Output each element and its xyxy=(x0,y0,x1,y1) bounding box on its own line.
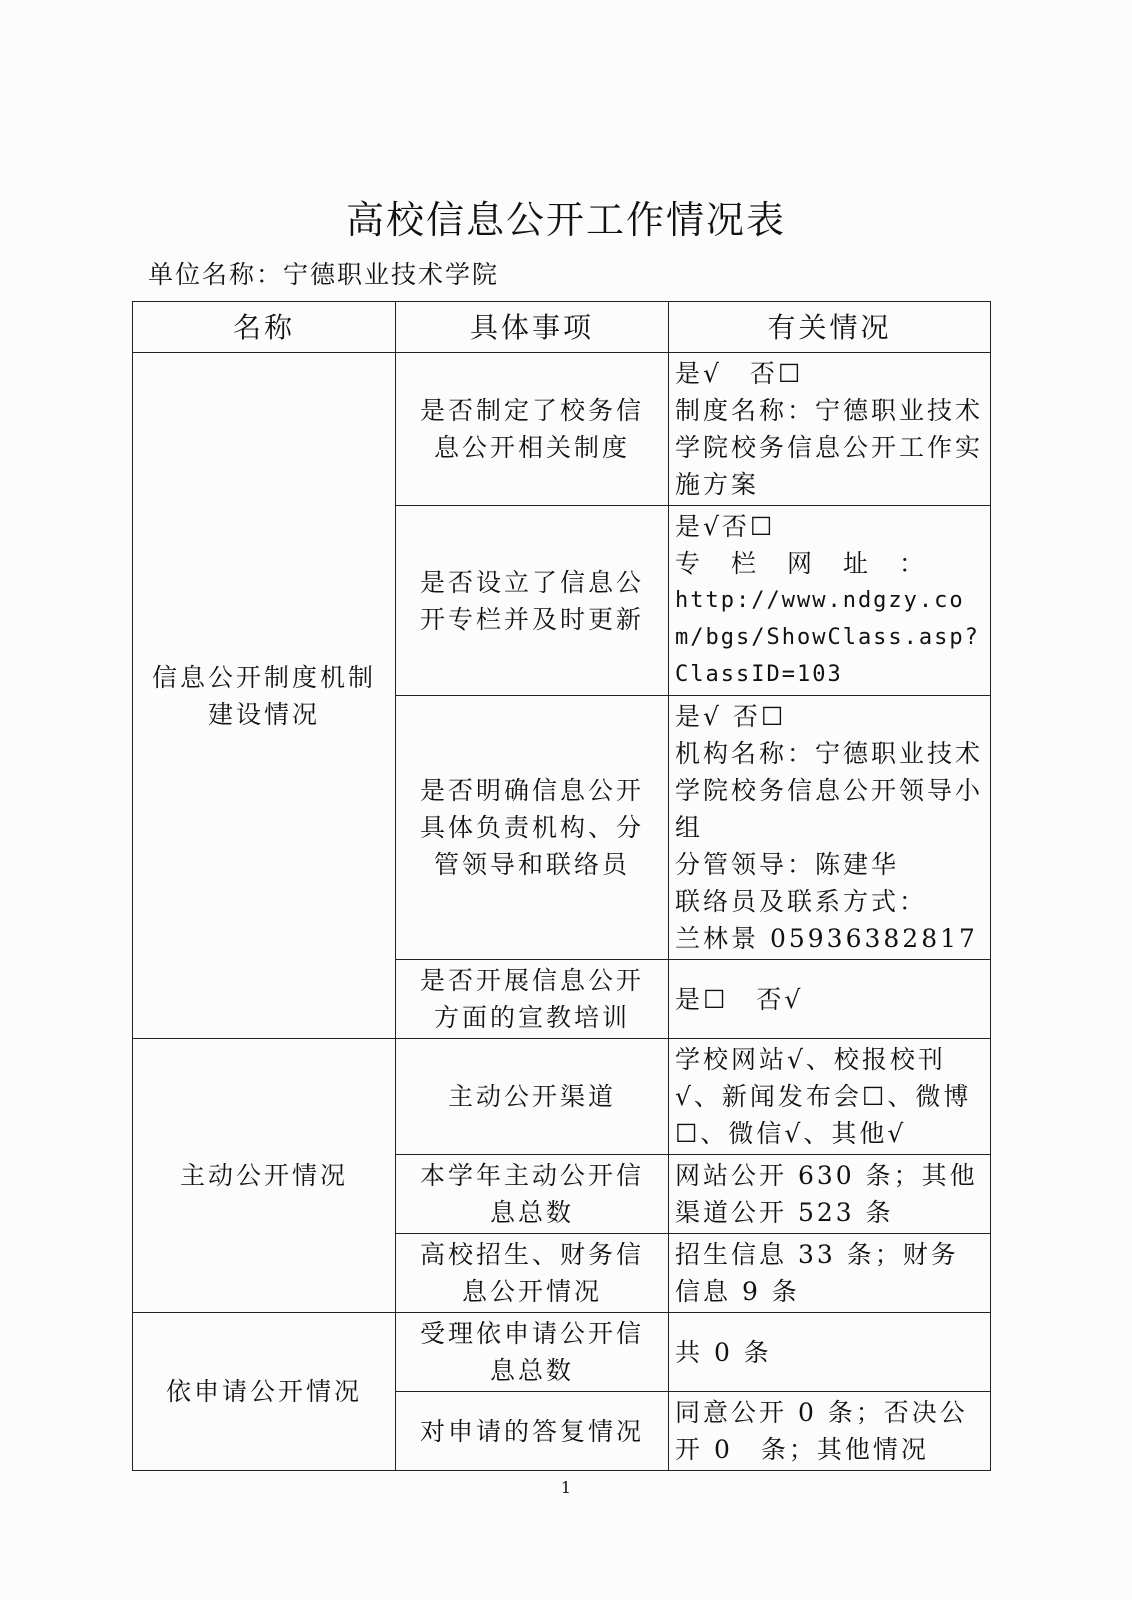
info-line: 兰林景 05936382817 xyxy=(675,924,978,953)
item-cell xyxy=(396,960,669,1039)
item-cell xyxy=(396,1039,669,1155)
item-cell xyxy=(396,506,669,696)
table-row xyxy=(133,1313,991,1392)
item-line: 开专栏并及时更新 xyxy=(419,604,644,634)
info-cell xyxy=(669,1039,991,1155)
item-line: 本学年主动公开信 xyxy=(419,1161,644,1190)
item-line: 方面的宣教培训 xyxy=(433,1003,630,1032)
header-item: 具体事项 xyxy=(396,302,669,353)
info-cell xyxy=(669,353,991,506)
info-line: 分管领导：陈建华 xyxy=(675,850,900,879)
info-line: 学校网站√、校报校刊√、新闻发布会☐、微博☐、微信√、其他√ xyxy=(675,1045,972,1148)
document-title: 高校信息公开工作情况表 xyxy=(345,198,786,242)
info-cell xyxy=(669,696,991,960)
info-line: 招生信息 33 条；财务信息 9 条 xyxy=(675,1240,959,1306)
section-name-line: 依申请公开情况 xyxy=(165,1377,362,1406)
item-line: 是否明确信息公开 xyxy=(419,776,644,805)
info-line: 是☐ 否√ xyxy=(675,984,804,1014)
item-line: 息总数 xyxy=(489,1198,574,1227)
info-line: 网站公开 630 条；其他渠道公开 523 条 xyxy=(675,1161,978,1227)
page-number: 1 xyxy=(560,1478,572,1497)
item-cell xyxy=(396,1392,669,1471)
table-row xyxy=(133,353,991,506)
section-name-cell xyxy=(133,1313,396,1471)
item-line: 是否设立了信息公 xyxy=(419,567,644,597)
header-name: 名称 xyxy=(133,302,396,353)
info-line: 制度名称：宁德职业技术学院校务信息公开工作实施方案 xyxy=(675,396,984,499)
item-cell xyxy=(396,696,669,960)
item-line: 管领导和联络员 xyxy=(433,850,630,879)
item-cell xyxy=(396,353,669,506)
unit-name-line: 单位名称：宁德职业技术学院 xyxy=(148,260,500,289)
info-line: 是√ 否☐ xyxy=(675,702,787,731)
item-line: 对申请的答复情况 xyxy=(419,1416,644,1446)
section-name-line: 主动公开情况 xyxy=(179,1161,348,1190)
item-line: 息公开情况 xyxy=(461,1277,602,1306)
item-line: 是否制定了校务信 xyxy=(419,396,644,425)
info-cell xyxy=(669,1234,991,1313)
table-header-row xyxy=(133,302,991,353)
header-info: 有关情况 xyxy=(669,302,991,353)
item-line: 具体负责机构、分 xyxy=(419,813,644,842)
info-line: 联络员及联系方式： xyxy=(675,887,928,916)
info-cell xyxy=(669,506,991,696)
info-line: 是√否☐ xyxy=(675,512,776,541)
section-name-line: 建设情况 xyxy=(207,699,320,729)
item-cell xyxy=(396,1234,669,1313)
item-cell xyxy=(396,1313,669,1392)
section-name-cell xyxy=(133,1039,396,1313)
section-name-line: 信息公开制度机制 xyxy=(151,662,376,692)
info-line: 专 栏 网 址 ： xyxy=(675,549,928,578)
item-line: 受理依申请公开信 xyxy=(419,1319,644,1348)
item-line: 息公开相关制度 xyxy=(433,433,630,462)
info-line: 共 0 条 xyxy=(675,1337,772,1367)
info-cell xyxy=(669,1392,991,1471)
info-cell xyxy=(669,1155,991,1234)
info-line: 同意公开 0 条；否决公开 0 条；其他情况 xyxy=(675,1398,968,1464)
info-cell xyxy=(669,1313,991,1392)
item-line: 是否开展信息公开 xyxy=(419,966,644,995)
item-line: 息总数 xyxy=(489,1356,574,1385)
info-cell xyxy=(669,960,991,1039)
item-line: 高校招生、财务信 xyxy=(419,1240,644,1269)
section-name-cell xyxy=(133,353,396,1039)
info-line: 是√ 否☐ xyxy=(675,359,804,388)
item-cell xyxy=(396,1155,669,1234)
table-row xyxy=(133,1039,991,1155)
url-text: http://www.ndgzy.com/bgs/ShowClass.asp?ClassID=103 xyxy=(675,588,980,687)
item-line: 主动公开渠道 xyxy=(447,1082,616,1111)
info-line: 机构名称：宁德职业技术学院校务信息公开领导小组 xyxy=(675,739,984,842)
info-table xyxy=(132,301,991,1471)
